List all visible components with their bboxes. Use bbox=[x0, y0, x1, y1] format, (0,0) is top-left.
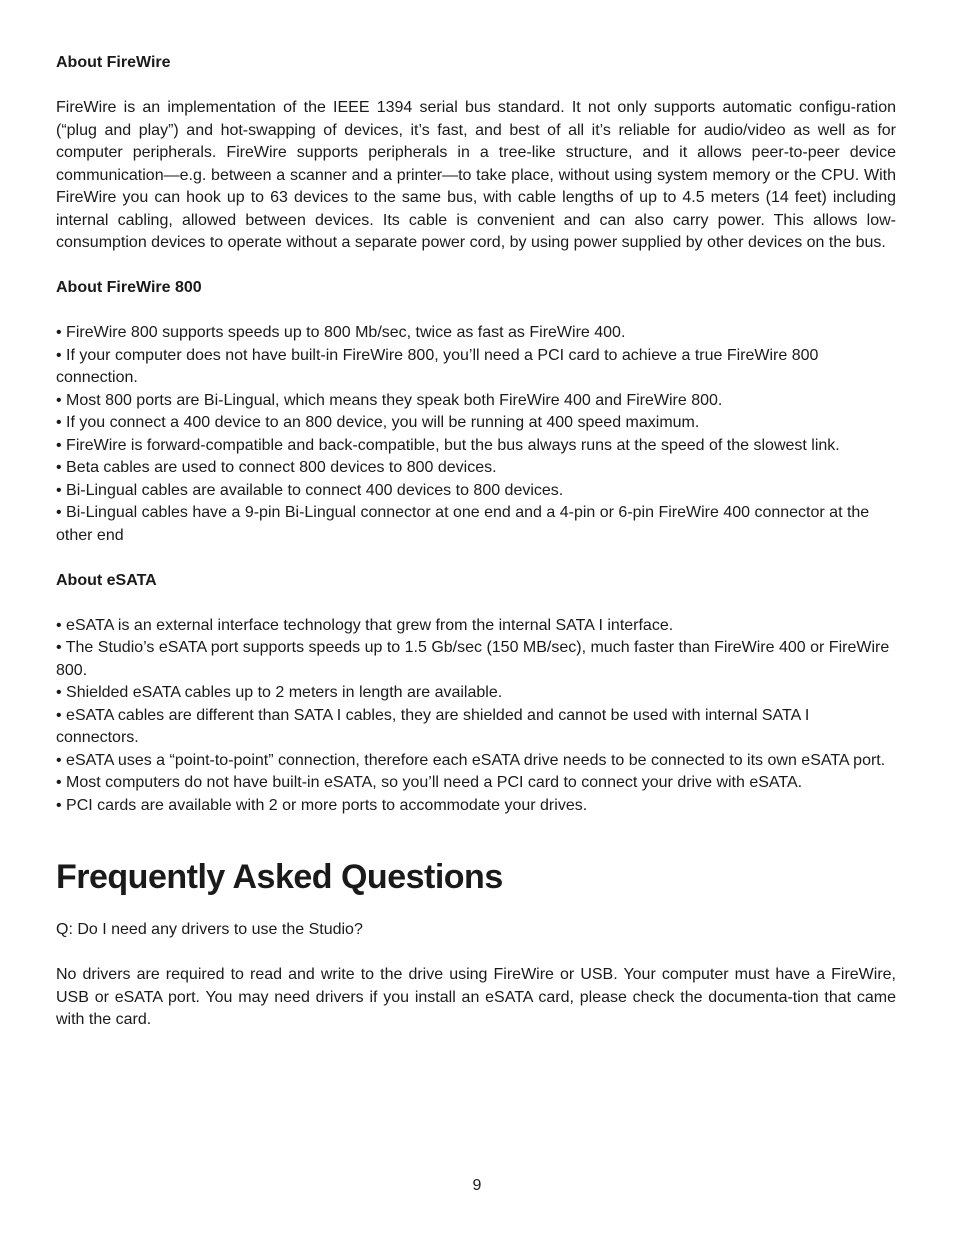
section-heading-firewire: About FireWire bbox=[56, 54, 171, 71]
bullet-item: • Most computers do not have built-in eSATA, so you’ll need a PCI card to connect your drive with eSATA. bbox=[56, 774, 803, 791]
bullet-item: • FireWire 800 supports speeds up to 800 Mb/sec, twice as fast as FireWire 400. bbox=[56, 324, 626, 341]
bullet-item: • Bi-Lingual cables are available to connect 400 devices to 800 devices. bbox=[56, 481, 564, 499]
section-faq bbox=[56, 857, 896, 1032]
firewire-paragraph: FireWire is an implementation of the IEEE 1394 serial bus standard. It not only supports automatic configu-ration (“plug and play”) and hot-swapping of devices, it’s fast, and best of all it’s reliable for audio/video as well as for computer peripherals. FireWire supports peripherals in a tree-like structure, and it allows peer-to-peer device communication—e.g. between a scanner and a printer—to take place, without using system memory or the CPU. With FireWire you can hook up to 63 devices to the same bus, with cable lengths of up to 4.5 meters (14 feet) including internal cabling, allowed between devices. Its cable is convenient and can also carry power. This allows low-consumption devices to operate without a separate power cord, by using power supplied by other devices on the bus. bbox=[56, 99, 896, 251]
bullet-item: • Beta cables are used to connect 800 devices to 800 devices. bbox=[56, 459, 497, 476]
bullet-item: • Most 800 ports are Bi-Lingual, which means they speak both FireWire 400 and FireWire 800. bbox=[56, 391, 723, 409]
section-heading-esata: About eSATA bbox=[56, 571, 157, 589]
bullet-item: • PCI cards are available with 2 or more ports to accommodate your drives. bbox=[56, 796, 588, 814]
bullet-item: • FireWire is forward-compatible and back-compatible, but the bus always runs at the speed of the slowest link. bbox=[56, 436, 840, 454]
document-page bbox=[56, 52, 896, 1054]
firewire-800-bullet-list bbox=[56, 322, 896, 547]
bullet-item: • Shielded eSATA cables up to 2 meters in length are available. bbox=[56, 684, 503, 701]
section-about-esata bbox=[56, 570, 896, 818]
bullet-item: • eSATA uses a “point-to-point” connection, therefore each eSATA drive needs to be connected to its own eSATA port. bbox=[56, 751, 886, 769]
bullet-item: • If you connect a 400 device to an 800 device, you will be running at 400 speed maximum. bbox=[56, 414, 700, 431]
section-heading-firewire-800: About FireWire 800 bbox=[56, 279, 202, 296]
bullet-item: • Bi-Lingual cables have a 9-pin Bi-Lingual connector at one end and a 4-pin or 6-pin FireWire 400 connector at the other end bbox=[56, 504, 870, 544]
bullet-item: • The Studio’s eSATA port supports speeds up to 1.5 Gb/sec (150 MB/sec), much faster than FireWire 400 or FireWire 800. bbox=[56, 639, 890, 679]
bullet-item: • eSATA is an external interface technology that grew from the internal SATA I interface. bbox=[56, 616, 674, 634]
bullet-item: • eSATA cables are different than SATA I cables, they are shielded and cannot be used with internal SATA I connectors. bbox=[56, 706, 810, 746]
faq-title: Frequently Asked Questions bbox=[56, 858, 503, 896]
bullet-item: • If your computer does not have built-in FireWire 800, you’ll need a PCI card to achieve a true FireWire 800 connection. bbox=[56, 346, 819, 386]
esata-bullet-list bbox=[56, 615, 896, 818]
section-about-firewire-800 bbox=[56, 277, 896, 547]
page-number: 9 bbox=[472, 1177, 482, 1194]
section-about-firewire bbox=[56, 52, 896, 255]
faq-answer: No drivers are required to read and write to the drive using FireWire or USB. Your computer must have a FireWire, USB or eSATA port. You may need drivers if you install an eSATA card, please check the documenta-tion that came with the card. bbox=[56, 966, 896, 1028]
faq-question: Q: Do I need any drivers to use the Studio? bbox=[56, 921, 363, 938]
